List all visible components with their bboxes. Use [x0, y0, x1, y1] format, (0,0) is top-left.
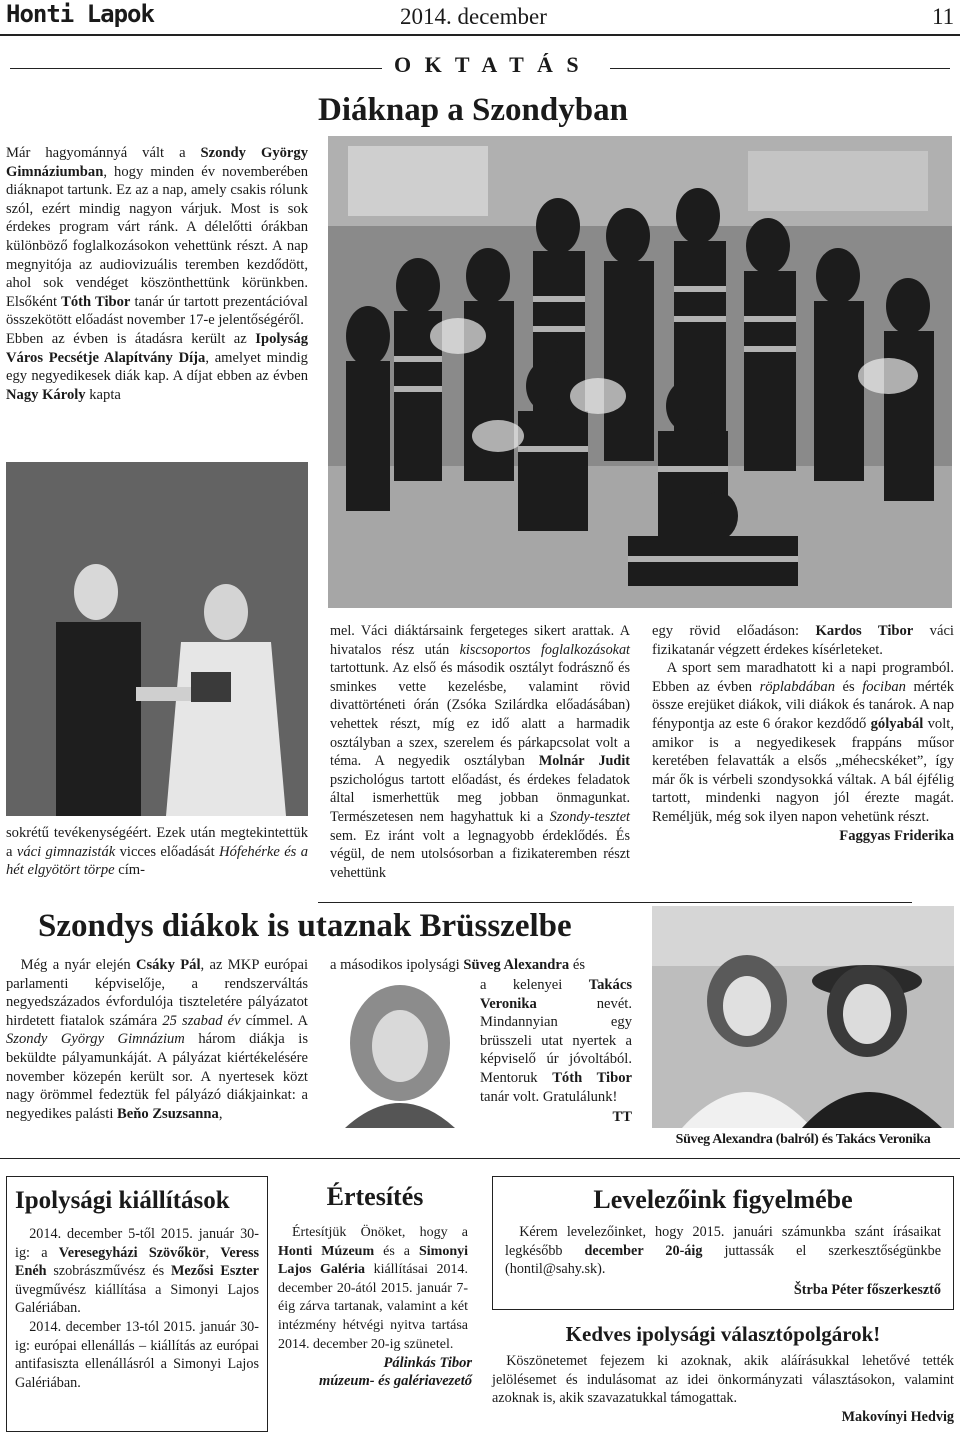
voters-sign: Makovínyi Hedvig [841, 1408, 954, 1425]
section-rule-right [610, 68, 950, 69]
two-girls-graphic [652, 906, 954, 1128]
portrait-photo [330, 978, 470, 1128]
box-levelezok-sign: Štrba Péter főszerkesztő [793, 1281, 941, 1298]
bottom-divider [0, 1158, 960, 1159]
article1-col2: mel. Váci diáktársaink fergeteges sikert arattak. A hivatalos rész után kiscsoportos foglalkozásokat tartottunk. Az első és második osztályt fodrásznő és sminkes vette kezelésbe, valamint rövid divattörténeti órán (Zsóka Szilárdka előadásában) vehettek részt, míg ez idő alatt a harmadik osztályban a szex, szerelem és párkapcsolat volt a téma. A negyedik osztályban Molnár Judit pszichológus tartott előadást, és érdekes feladatok által ismerhettük meg jobban önmagunkat. Természetesen nem hagyhattuk ki a Szondy-tesztet sem. Ez iránt volt a legnagyobb érdeklődés. És végül, de nem utolsósorban a fizikateremben részt vehettünk [330, 623, 630, 881]
box-levelezok-body: Kérem levelezőinket, hogy 2015. januári számunkba szánt írásaikat legkésőbb december 20-áig juttassák el szerkesztőségünkbe (hontil@sahy.sk). Štrba Péter főszerkesztő [505, 1224, 942, 1298]
page-number: 11 [932, 4, 955, 29]
article1-author: Faggyas Friderika [839, 827, 954, 844]
box-ertesites-sign-role: múzeum- és galériavezető [318, 1373, 472, 1390]
masthead: Honti Lapok [6, 0, 154, 28]
box-ertesites-sign-name: Pálinkás Tibor [383, 1355, 472, 1372]
article2-col1: Még a nyár elején Csáky Pál, az MKP európai parlamenti képviselője, a rendszerváltás negyedszázados évfordulója tiszteletére pályázatot hirdetett fiatalok számára 25 szabad év címmel. A Szondy György Gimnázium három diákja is beküldte pályamunkáját. A pályázat kiértékelésére november közepén került sor. A nyertesek közt nagy örömmel fedeztük fel pályázó diákjainkat: a negyedikes palásti Beňo Zsuzsanna, [6, 957, 309, 1122]
award-photo-graphic [6, 462, 308, 816]
box-ertesites-body: Értesítjük Önöket, hogy a Honti Múzeum és a Simonyi Lajos Galéria kiállításai 2014. december 20-ától 2015. január 7-éig zárva tartanak, valamint a két intézmény hétvégi nyitva tartása 2014. december 20-ig szünetel. [278, 1225, 469, 1352]
article2-col2-right: a kelenyei Takács Veronika nevét. Mindannyian egy brüsszeli utat nyertek a képviselő úr jóvoltából. Mentoruk Tóth Tibor tanár volt. Gratulálunk! TT [480, 977, 632, 1126]
group-photo-bees [328, 136, 952, 608]
article-divider [318, 902, 912, 903]
article1-title: Diáknap a Szondyban [318, 92, 628, 128]
article1-para2: Ebben az évben is átadásra került az Ipolyság Város Pecsétje Alapítvány Díja, amelyet mindig egy negyedikesek diák kap. A díjat ebben az évben Nagy Károly kapta [6, 330, 308, 403]
box-kiallitasok-title: Ipolysági kiállítások [15, 1187, 230, 1214]
article1-col1-bottom: sokrétű tevékenységéért. Ezek után megtekintettük a váci gimnazisták vicces előadását Hófehérke és a hét elgyötört törpe cím- [6, 825, 309, 879]
article2-title: Szondys diákok is utaznak Brüsszelbe [38, 908, 572, 944]
voters-title: Kedves ipolysági választópolgárok! [565, 1322, 881, 1346]
header-rule [0, 34, 960, 36]
article2-col2-top: a másodikos ipolysági Süveg Alexandra és [330, 957, 586, 973]
box-levelezok-title: Levelezőink figyelmébe [593, 1185, 853, 1214]
box-ertesites-title: Értesítés [326, 1182, 424, 1211]
article1-col1-top [6, 144, 308, 404]
group-photo-graphic [328, 136, 952, 608]
section-label: O K T A T Á S [394, 52, 583, 77]
two-girls-caption: Süveg Alexandra (balról) és Takács Veronika [675, 1132, 931, 1147]
section-rule-left [10, 68, 382, 69]
award-photo [6, 462, 308, 816]
two-girls-photo [652, 906, 954, 1128]
article1-col3: egy rövid előadáson: Kardos Tibor váci fizikatanár végzett érdekes kísérleteket. A sport sem maradhatott ki a napi programból. Ebben az évben röplabdában és fociban mérték össze erejüket diákok, vili diákok és tanárok. A nap fénypontja az este 6 órakor kezdődő gólyabál volt, amikor is a negyedikesek frappáns műsor keretében felavatták a elsős „méhecskéket”, így már ők is vérbeli szondysokká váltak. A bál éjfélig tartott, mindenki nagyon jól érezte magát. Reméljük, még sok ilyen napon vehetünk részt. Faggyas Friderika [652, 623, 954, 844]
box-ertesites [278, 1176, 472, 1432]
box-levelezok [492, 1176, 954, 1310]
box-kiallitasok [6, 1176, 268, 1432]
voters-body: Köszönetemet fejezem ki azoknak, akik aláírásukkal lehetővé tették jelölésemet és indulásomat az idei önkormányzati választásokon, valamint azoknak is, akik szavazatukkal támogattak. Makovínyi Hedvig [492, 1353, 954, 1425]
box-kiallitasok-body: 2014. december 5-től 2015. január 30-ig: a Veresegyházi Szövőkör, Veress Enéh szobrászművész és Mezősi Eszter üvegművész kiállítása a Simonyi Lajos Galériában. 2014. december 13-tól 2015. január 30-ig: európai ellenállás – kiállítás az európai antifasiszta ellenállásról a Simonyi Lajos Galériában. [15, 1226, 260, 1391]
portrait-graphic [330, 978, 470, 1128]
article1-para1: Már hagyománnyá vált a Szondy György Gimnáziumban, hogy minden év novemberében diáknapot tartunk. Ez az a nap, amely csakis rólunk szól, ezért mindig nagyon várjuk. Most is sok érdekes program várt ránk. A délelőtti órákban különböző foglalkozásokon vehettünk részt. A nap megnyitója az audiovizuális teremben kezdődött, ahol sok vendéget köszönthettünk körünkben. Elsőként Tóth Tibor tanár úr tartott prezentációval összekötött előadást november 17-e jelentőségéről. [6, 145, 308, 329]
issue-date: 2014. december [400, 4, 547, 29]
article2-author: TT [612, 1109, 632, 1126]
